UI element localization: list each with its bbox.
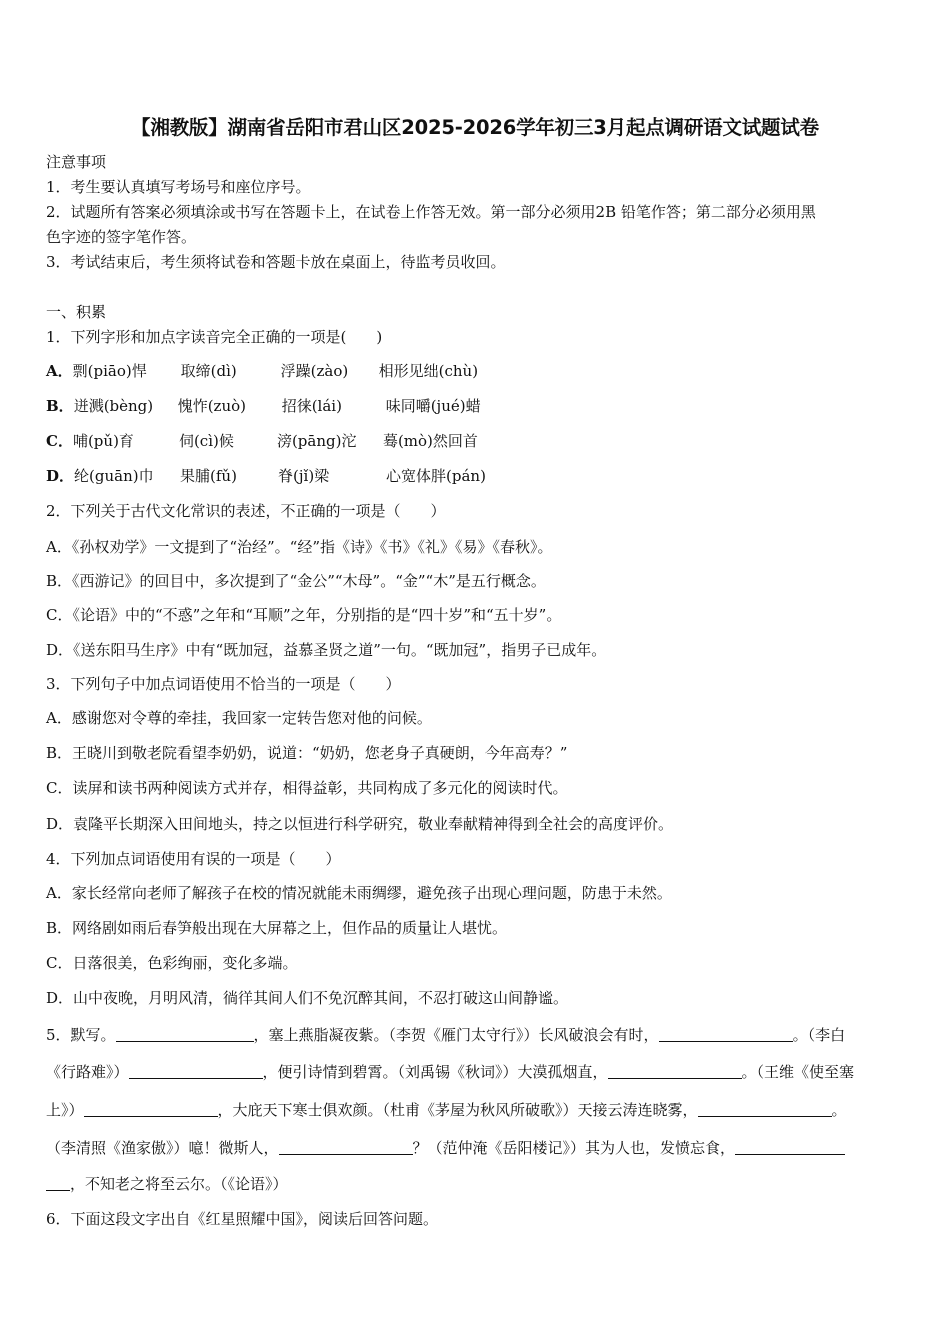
word-group: 脊(jǐ)梁 [278, 467, 330, 485]
question-2-option-b: B．《西游记》的回目中，多次提到了“金公”“木母”。“金”“木”是五行概念。 [46, 572, 546, 590]
text: 5．默写。 [46, 1026, 116, 1044]
answer-blank[interactable] [735, 1139, 845, 1155]
answer-blank[interactable] [129, 1063, 263, 1079]
text: 上》） [46, 1101, 84, 1119]
answer-blank[interactable] [698, 1101, 832, 1117]
question-3-stem: 3．下列句子中加点词语使用不恰当的一项是（ ） [46, 675, 401, 693]
question-4-option-d: D．山中夜晚，月明风清，徜徉其间人们不免沉醉其间，不忍打破这山间静谧。 [46, 989, 569, 1007]
word-group: 滂(pāng)沱 [276, 432, 357, 450]
word-group: 剽(piāo)悍 [72, 362, 147, 380]
option-label: D． [46, 467, 75, 485]
notice-item: 色字迹的签字笔作答。 [46, 228, 197, 246]
text: ？（范仲淹《岳阳楼记》）其为人也，发愤忘食， [412, 1139, 736, 1157]
page-title: 【湘教版】湖南省岳阳市君山区2025-2026学年初三3月起点调研语文试题试卷 [131, 116, 819, 139]
question-5-line [46, 1174, 288, 1194]
question-6-stem: 6．下面这段文字出自《红星照耀中国》，阅读后回答问题。 [46, 1210, 439, 1228]
text: （李清照《渔家傲》）噫！微斯人， [46, 1139, 279, 1157]
question-3-option-a: A．感谢您对令尊的牵挂，我回家一定转告您对他的问候。 [46, 709, 432, 727]
question-2-option-d: D．《送东阳马生序》中有“既加冠，益慕圣贤之道”一句。“既加冠”，指男子已成年。 [46, 641, 607, 659]
text: ，便引诗情到碧霄。（刘禹锡《秋词》）大漠孤烟直， [262, 1063, 608, 1081]
word-group: 纶(guān)巾 [74, 467, 154, 485]
notice-heading: 注意事项 [46, 153, 107, 171]
word-group: 相形见绌(chù) [378, 362, 479, 380]
text: ，大庇天下寒士俱欢颜。（杜甫《茅屋为秋风所破歌》）天接云涛连晓雾， [217, 1101, 698, 1119]
question-1-option-b [46, 396, 481, 416]
question-5-line [46, 1062, 854, 1082]
word-group: 取缔(dì) [180, 362, 237, 380]
question-4-option-c: C．日落很美，色彩绚丽，变化多端。 [46, 954, 298, 972]
answer-blank[interactable] [608, 1063, 742, 1079]
answer-blank[interactable] [46, 1175, 70, 1191]
option-label: B． [46, 397, 74, 415]
notice-item: 2．试题所有答案必须填涂或书写在答题卡上，在试卷上作答无效。第一部分必须用2B 铅笔作答；第二部分必须用黑 [46, 203, 816, 221]
question-2-option-a: A．《孙权劝学》一文提到了“治经”。“经”指《诗》《书》《礼》《易》《春秋》。 [46, 538, 553, 556]
text: 。（李白 [792, 1026, 846, 1044]
word-group: 浮躁(zào) [280, 362, 349, 380]
question-2-stem: 2．下列关于古代文化常识的表述，不正确的一项是（ ） [46, 502, 446, 520]
question-4-option-a: A．家长经常向老师了解孩子在校的情况就能未雨绸缪，避免孩子出现心理问题，防患于未然。 [46, 884, 672, 902]
answer-blank[interactable] [279, 1139, 413, 1155]
text: ，不知老之将至云尔。（《论语》） [70, 1175, 288, 1193]
question-2-option-c: C．《论语》中的“不惑”之年和“耳顺”之年，分别指的是“四十岁”和“五十岁”。 [46, 606, 562, 624]
question-1-option-c [46, 431, 478, 451]
word-group: 果脯(fǔ) [180, 467, 237, 485]
answer-blank[interactable] [84, 1101, 218, 1117]
question-3-option-c: C．读屏和读书两种阅读方式并存，相得益彰，共同构成了多元化的阅读时代。 [46, 779, 568, 797]
word-group: 迸溅(bèng) [73, 397, 154, 415]
question-5-line [46, 1138, 845, 1158]
question-3-option-d: D．袁隆平长期深入田间地头，持之以恒进行科学研究，敬业奉献精神得到全社会的高度评价。 [46, 815, 674, 833]
question-1-option-d [46, 466, 486, 486]
notice-item: 1．考生要认真填写考场号和座位序号。 [46, 178, 311, 196]
question-5-line [46, 1100, 847, 1120]
question-1-option-a [46, 361, 478, 381]
text: 《行路难》） [46, 1063, 129, 1081]
word-group: 心宽体胖(pán) [386, 467, 486, 485]
text: 。 [831, 1101, 847, 1119]
question-3-option-b: B．王晓川到敬老院看望李奶奶，说道：“奶奶，您老身子真硬朗，今年高寿？” [46, 744, 568, 762]
word-group: 招徕(lái) [281, 397, 342, 415]
notice-item: 3．考试结束后，考生须将试卷和答题卡放在桌面上，待监考员收回。 [46, 253, 506, 271]
question-5-line [46, 1025, 845, 1045]
option-label: C． [46, 432, 73, 450]
question-4-option-b: B．网络剧如雨后春笋般出现在大屏幕之上，但作品的质量让人堪忧。 [46, 919, 508, 937]
answer-blank[interactable] [659, 1026, 793, 1042]
word-group: 味同嚼(jué)蜡 [385, 397, 481, 415]
word-group: 哺(pǔ)育 [72, 432, 134, 450]
word-group: 伺(cì)候 [178, 432, 234, 450]
text: ，塞上燕脂凝夜紫。（李贺《雁门太守行》）长风破浪会有时， [253, 1026, 659, 1044]
option-label: A． [46, 362, 73, 380]
text: 。（王维《使至塞 [741, 1063, 855, 1081]
question-1-stem: 1．下列字形和加点字读音完全正确的一项是( ) [46, 328, 383, 346]
answer-blank[interactable] [116, 1026, 254, 1042]
question-4-stem: 4．下列加点词语使用有误的一项是（ ） [46, 850, 341, 868]
word-group: 愧怍(zuò) [177, 397, 246, 415]
section-heading: 一、积累 [46, 303, 107, 321]
word-group: 蓦(mò)然回首 [382, 432, 478, 450]
